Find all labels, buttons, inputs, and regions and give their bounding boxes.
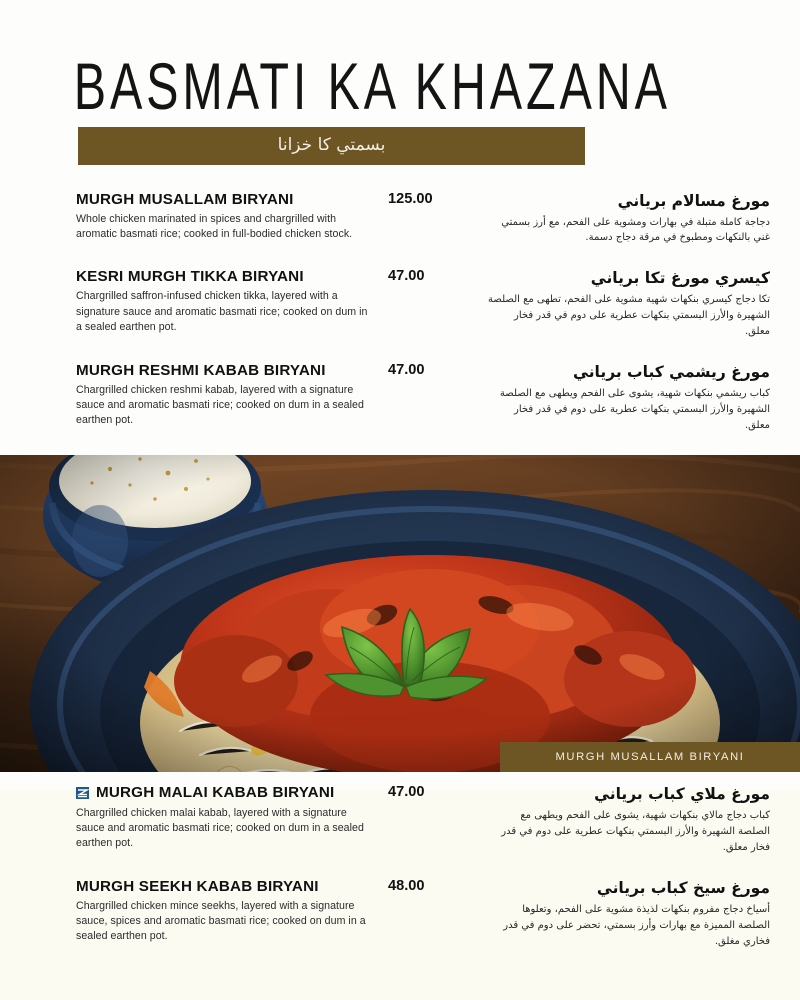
item-arabic-column [488,784,770,856]
item-description-ar: تكا دجاج كيسري بنكهات شهية مشوية على الفحم، تطهى مع الصلصة الشهيرة والأرز البسمتي بنكهات عطرية على دوم في قدر فخار معلق. [488,294,770,337]
item-english-column [76,362,376,428]
item-description-ar: كباب ريشمي بنكهات شهية، يشوى على الفحم ويطهى مع الصلصة الشهيرة والأرز البسمتي بنكهات عطرية على دوم في قدر فخار معلق. [499,387,770,431]
item-name-ar: مورغ مسالام برياني [617,191,770,210]
item-name-en-text: KESRI MURGH TIKKA BIRYANI [76,268,304,286]
item-name-en-text: MURGH MALAI KABAB BIRYANI [96,784,335,802]
item-price: 47.00 [388,268,425,285]
item-description-ar: أسياخ دجاج مفروم بنكهات لذيذة مشوية على الفحم، وتعلوها الصلصة المميزة مع بهارات وأرز بسمتي، تحضر على دوم في قدر فخاري مغلق. [503,903,770,947]
menu-items-bottom [0,772,800,949]
item-name-en [76,362,376,380]
item-arabic-column [488,362,770,434]
photo-caption-band [500,742,800,772]
lower-content [0,772,800,949]
menu-item [0,784,800,856]
item-name-ar: مورغ ريشمي كباب برياني [573,362,770,381]
item-name-ar: مورغ ملاي كباب برياني [594,785,770,804]
item-name-en [76,878,376,896]
item-name-en [76,191,376,209]
item-description-en: Chargrilled saffron-infused chicken tikka, layered with a signature sauce and aromatic basmati rice; cooked on dum in a sealed earthen pot. [76,290,368,333]
menu-item [0,191,800,247]
item-english-column [76,191,376,242]
item-name-en-text: MURGH RESHMI KABAB BIRYANI [76,361,326,379]
menu-item [0,362,800,434]
arabic-title-banner [78,127,585,165]
photo-caption-text: MURGH MUSALLAM BIRYANI [555,751,745,764]
item-price: 47.00 [388,784,425,801]
signature-badge-icon [76,787,89,799]
item-description-ar: دجاجة كاملة متبلة في بهارات ومشوية على الفحم، مع أرز بسمتي غني بالنكهات ومطبوخ في مرقة دجاج دسمة. [501,216,770,244]
item-name-en [76,268,376,286]
item-description-en: Chargrilled chicken malai kabab, layered with a signature sauce and aromatic basmati rice; cooked on dum in a sealed earthen pot. [76,806,364,849]
item-arabic-column [488,191,770,247]
item-name-en [76,784,376,802]
arabic-title-text: بسمتي كا خزانا [277,135,386,155]
item-description-en: Chargrilled chicken mince seekhs, layered with a signature sauce, spices and aromatic basmati rice; cooked on dum in a sealed earthen pot. [76,900,366,943]
item-name-ar: كيسري مورغ تكا برياني [590,269,770,288]
item-price: 48.00 [388,877,425,894]
menu-item [0,268,800,340]
page-header [0,0,800,165]
item-description-ar: كباب دجاج مالاي بنكهات شهية، يشوى على الفحم ويطهى مع الصلصة الشهيرة والأرز البسمتي بنكهات عطرية على دوم في قدر فخار معلق. [501,810,770,854]
menu-items-top [0,165,800,434]
dish-photo-image [0,455,800,772]
item-price: 125.00 [388,190,433,207]
item-english-column [76,784,376,850]
item-english-column [76,268,376,334]
item-name-en-text: MURGH SEEKH KABAB BIRYANI [76,877,319,895]
item-description-en: Whole chicken marinated in spices and chargrilled with aromatic basmati rice; cooked in full-bodied chicken stock. [76,212,353,240]
item-description-en: Chargrilled chicken reshmi kabab, layered with a signature sauce and aromatic basmati rice; cooked on dum in a sealed earthen pot. [76,384,364,427]
page-title: BASMATI KA KHAZANA [73,49,671,124]
item-arabic-column [488,268,770,340]
item-arabic-column [488,878,770,950]
dish-photo [0,455,800,772]
item-name-ar: مورغ سيخ كباب برياني [596,878,770,897]
menu-item [0,878,800,950]
item-price: 47.00 [388,361,425,378]
item-english-column [76,878,376,944]
item-name-en-text: MURGH MUSALLAM BIRYANI [76,190,294,208]
